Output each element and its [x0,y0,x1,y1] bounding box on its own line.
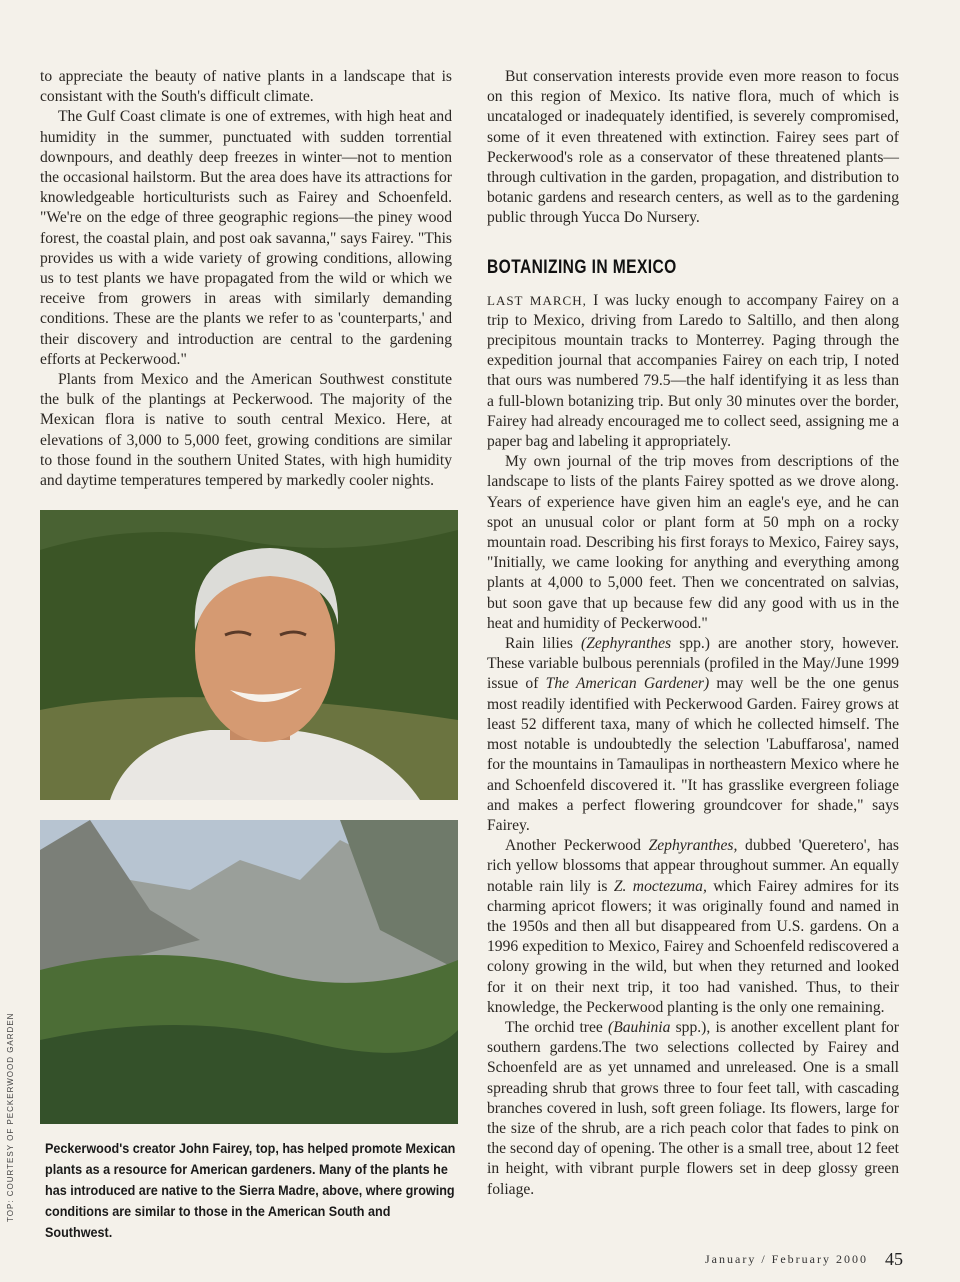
body-paragraph: LAST MARCH, I was lucky enough to accompany Fairey on a trip to Mexico, driving from Laredo to Saltillo, and then along precipitous mountain tracks to Monterrey. Paging through the expedition journal that accompanies Fairey on each trip, I noted that ours was numbered 79.5—the half identifying it as less than a full-blown botanizing trip. But only 30 minutes over the border, Fairey had already encouraged me to collect seed, assigning me a paper bag and labeling it appropriately. [487,291,899,451]
issue-date: January / February 2000 [705,1252,868,1266]
body-paragraph: The Gulf Coast climate is one of extremes, with high heat and humidity in the summer, punctuated with sudden torrential downpours, and deathly deep freezes in winter—not to mention the occasional hailstorm. But the area does have its attractions for knowledgeable horticulturists such as Fairey and Schoenfeld. "We're on the edge of three geographic regions—the piney wood forest, the coastal plain, and post oak savanna," says Fairey. "This provides us with a wide variety of growing conditions, allowing us to test plants we have propagated from the wild or which we receive from growers in areas with similarly demanding conditions. These are the plants we refer to as 'counterparts,' and their discovery and introduction are central to the gardening efforts at Peckerwood." [40,108,452,368]
page-number: 45 [885,1249,903,1269]
portrait-photo [40,510,458,800]
section-heading: BOTANIZING IN MEXICO [487,256,677,278]
body-paragraph: Rain lilies (Zephyranthes spp.) are another story, however. These variable bulbous perennials (profiled in the May/June 1999 issue of The American Gardener) may well be the one genus most readily identified with Peckerwood Garden. Fairey grows at least 52 different taxa, many of which he collected himself. The most notable is undoubtedly the selection 'Labuffarosa', named for the mountains in Tamaulipas in northeastern Mexico where he and Schoenfeld discovered it. "It has grasslike evergreen foliage and makes a perfect flowering groundcover for shade," says Fairey. [487,635,899,834]
body-paragraph: Plants from Mexico and the American Southwest constitute the bulk of the plantings at Peckerwood. The majority of the Mexican flora is native to south central Mexico. Here, at elevations of 3,000 to 5,000 feet, growing conditions are similar to those found in the southern United States, with high humidity and daytime temperatures tempered by markedly cooler nights. [40,371,452,490]
photo-caption: Peckerwood's creator John Fairey, top, has helped promote Mexican plants as a resource for American gardeners. Many of the plants he has introduced are native to the Sierra Madre, above, where growing conditions are similar to those in the American South and Southwest. [45,1140,456,1240]
body-paragraph: The orchid tree (Bauhinia spp.), is another excellent plant for southern gardens.The two selections collected by Fairey and Schoenfeld are as yet unnamed and unreleased. One is a small spreading shrub that grows three to four feet tall, with cascading branches covered in lush, soft green foliage. Its flowers, large for the size of the shrub, are a rich peach color that fades to pink on the second day of opening. The other is a small tree, about 12 feet in height, with vibrant purple flowers set in deep glossy green foliage. [487,1018,899,1198]
body-paragraph: Another Peckerwood Zephyranthes, dubbed 'Queretero', has rich yellow blossoms that appear throughout summer. An equally notable rain lily is Z. moctezuma, which Fairey admires for its charming apricot flowers; it was originally found and named in the 1950s and then all but disappeared from U.S. gardens. On a 1996 expedition to Mexico, Fairey and Schoenfeld rediscovered a colony growing in the wild, but when they returned and looked for it on their next trip, it too had vanished. Thus, to their knowledge, the Peckerwood planting is the only one remaining. [487,837,899,1016]
body-paragraph: to appreciate the beauty of native plants in a landscape that is consistant with the South's difficult climate. [40,68,452,106]
body-paragraph: My own journal of the trip moves from descriptions of the landscape to lists of the plants Fairey spotted as we drove along. Years of experience have given him an eagle's eye, and he can spot an unusual color or plant form at 50 mph on a rocky mountain road. Describing his first forays to Mexico, Fairey says, "Initially, we came looking for anything and everything among plants at 4,000 to 5,000 feet. Then we concentrated on salvias, but soon gave that up because few did any good with us in the heat and humidity of Peckerwood." [487,453,899,632]
right-column [487,67,899,1200]
mountains-photo [40,820,458,1124]
lead-in: LAST MARCH, [487,292,587,308]
photo-credit: TOP: COURTESY OF PECKERWOOD GARDEN [6,1012,15,1222]
left-column [40,67,452,491]
body-paragraph: But conservation interests provide even more reason to focus on this region of Mexico. Its native flora, much of which is uncataloged or inadequately identified, is severely compromised, some of it even threatened with extinction. Fairey sees part of Peckerwood's role as a conservator of these threatened plants—through cultivation in the garden, propagation, and distribution to botanic gardens and research centers, as well as to the gardening public through Yucca Do Nursery. [487,68,899,227]
